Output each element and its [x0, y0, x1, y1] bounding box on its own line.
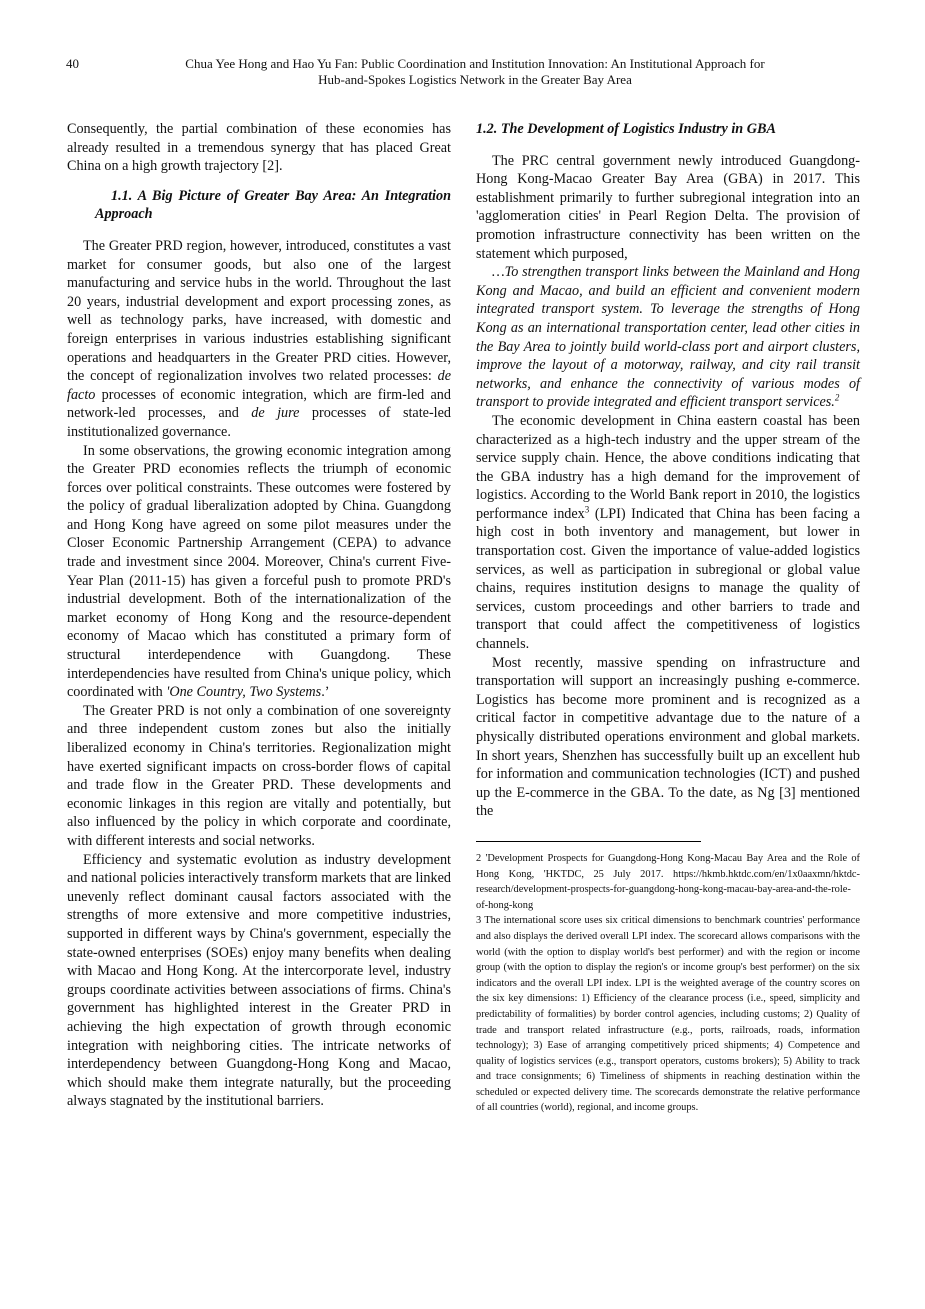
emphasis-de-facto: de facto [67, 368, 451, 403]
paragraph: Most recently, massive spending on infrastructure and transportation will support an increasingly pushing e-commerce. Logistics has become more prominent and is recognized as a critical factor in competitive advantage due to the nature of a physically distributed operations environment and global markets. In short years, Shenzhen has successfully built up an excellent hub for information and communication technologies (ICT) and pushed up the E-commerce in the GBA. To the date, as Ng [3] mentioned the [476, 654, 860, 820]
paragraph: Efficiency and systematic evolution as industry development and national policies interactively transform markets that are linked unevenly reflect dominant causal factors associated with the strengths of more extensive and more competitive industries, supported in different ways by China's government, especially the state-owned enterprises (SOEs) enjoy many benefits when dealing with Macao and Hong Kong. At the intercorporate level, industry groups coordinate activities between associations of firms. China's government has highlighted interest in the Greater PRD in achieving the high expectation of growth through economic integration with neighboring cities. The intricate networks of interdependency between Guangdong-Hong Kong and Macao, which should make them integrate naturally, but the proceeding always stagnated by the institutional barriers. [67, 851, 451, 1110]
right-column [476, 120, 860, 1116]
running-title-line-1: Chua Yee Hong and Hao Yu Fan: Public Coordination and Institution Innovation: An Institutional Approach for [185, 56, 765, 71]
paragraph: The Greater PRD region, however, introduced, constitutes a vast market for consumer goods, but also one of the largest manufacturing and service hubs in the world. Throughout the last 20 years, industrial development and export processing zones, as well as technology parks, have increased, with domestic and foreign enterprises in various industries establishing significant operations and headquarters in the Greater PRD cities. However, the concept of regionalization involves two related processes: de facto processes of economic integration, which are firm-led and network-led processes, and de jure processes of state-led institutionalized governance. [67, 237, 451, 440]
left-column [67, 120, 451, 1111]
footnote-divider [476, 841, 701, 842]
running-header [120, 56, 830, 88]
paragraph: Consequently, the partial combination of these economies has already resulted in a tremendous synergy that has placed Great China on a high growth trajectory [2]. [67, 121, 451, 175]
emphasis-de-jure: de jure [251, 405, 300, 422]
section-heading-1-1: 1.1. A Big Picture of Greater Bay Area: An Integration Approach [95, 187, 451, 223]
paragraph: The economic development in China eastern coastal has been characterized as a high-tech industry and the upper stream of the service supply chain. Hence, the above conditions indicating that the GBA industry has a high demand for the improvement of logistics. According to the World Bank report in 2010, the logistics performance index$^3$ (LPI) Indicated that China has been facing a high cost in both inventory and management, but lower in transportation cost. Given the importance of value-added logistics services, as well as participation in subregional or global value chains, requires institution designs to manage the quality of services, custom proceedings and other barriers to trade and transport that could affect the competitiveness of logistics channels. [476, 412, 860, 653]
block-quote: …To strengthen transport links between the Mainland and Hong Kong and Macao, and build an efficient and convenient modern integrated transport system. To leverage the strengths of Hong Kong as an international transportation center, lead other cities in the Bay Area to jointly build world-class port and airport clusters, improve the layout of a motorway, railway, and city rail transit networks, and enhance the connectivity of various modes of transport to provide integrated and efficient transport services.$^2$ [476, 264, 860, 411]
paragraph: The Greater PRD is not only a combination of one sovereignty and three independent custom zones but also the initially liberalized economy in China's territories. Regionalization might have exerted significant impacts on cross-border flows of capital and trade flow in the Greater PRD. These developments and economic linkages in this region are vitally and potentially, but also influenced by the policy in which corporate and coordinate, with different interests and social networks. [67, 702, 451, 849]
emphasis-one-country-two-systems: 'One Country, Two Systems [166, 684, 322, 701]
footnote-3: 3 The international score uses six critical dimensions to benchmark countries' performance and also displays the derived overall LPI index. The scorecard allows comparisons with the world (with the option to display world's best performer) and with the region or income group (with the option to display the region's or income group's best performer) on the six indicators and the overall LPI index. LPI is the weighted average of the country scores on the six key dimensions: 1) Efficiency of the clearance process (i.e., speed, simplicity and predictability of formalities) by border control agencies, including customs; 2) Quality of trade and transport related infrastructure (e.g., ports, railroads, roads, information technology); 3) Ease of arranging competitively priced shipments; 4) Competence and quality of logistics services (e.g., transport operators, customs brokers); 5) Ability to track and trace consignments; 6) Timeliness of shipments in reaching destination within the scheduled or expected delivery time. The scorecards demonstrate the relative performance of all countries (world), regional, and income groups. [476, 915, 860, 1114]
running-title-line-2: Hub-and-Spokes Logistics Network in the Greater Bay Area [318, 72, 632, 87]
page-number: 40 [66, 56, 79, 71]
paragraph: In some observations, the growing economic integration among the Greater PRD economies reflects the triumph of economic forces over political constraints. These outcomes were fostered by the policy of gradual liberalization adopted by China. Guangdong and Hong Kong have agreed on some pilot measures under the Closer Economic Partnership Arrangement (CEPA) to advance trade and investment since 2004. Moreover, China's current Five-Year Plan (2011-15) has given a forceful push to promote PRD's industrial development. Both of the internationalization of the market economy of Hong Kong and the resource-dependent economy of Macao which has constituted a primary form of structural interdependence with Guangdong. These interdependencies have resulted from China's unique policy, which coordinated with 'One Country, Two Systems.’ [67, 442, 451, 701]
footnote-marker-2: 2 [834, 392, 840, 403]
section-heading-1-2: 1.2. The Development of Logistics Industry in GBA [476, 121, 776, 137]
paragraph: The PRC central government newly introduced Guangdong-Hong Kong-Macao Greater Bay Area (GBA) in 2017. This establishment primarily to further subregional integration into an 'agglomeration cities' in Pearl Region Delta. The provision of promotion infrastructure connectivity has been written on the statement which purposed, [476, 152, 860, 262]
footnote-marker-3: 3 [584, 504, 590, 515]
footnote-2: 2 'Development Prospects for Guangdong-Hong Kong-Macau Bay Area and the Role of Hong Kong, 'HKTDC, 25 July 2017. https://hkmb.hktdc.com/en/1x0aaxmn/hktdc-research/development-prospects-for-guangdong-hong-kong-macau-bay-area-and-the-role-of-hong-kong [476, 852, 860, 911]
